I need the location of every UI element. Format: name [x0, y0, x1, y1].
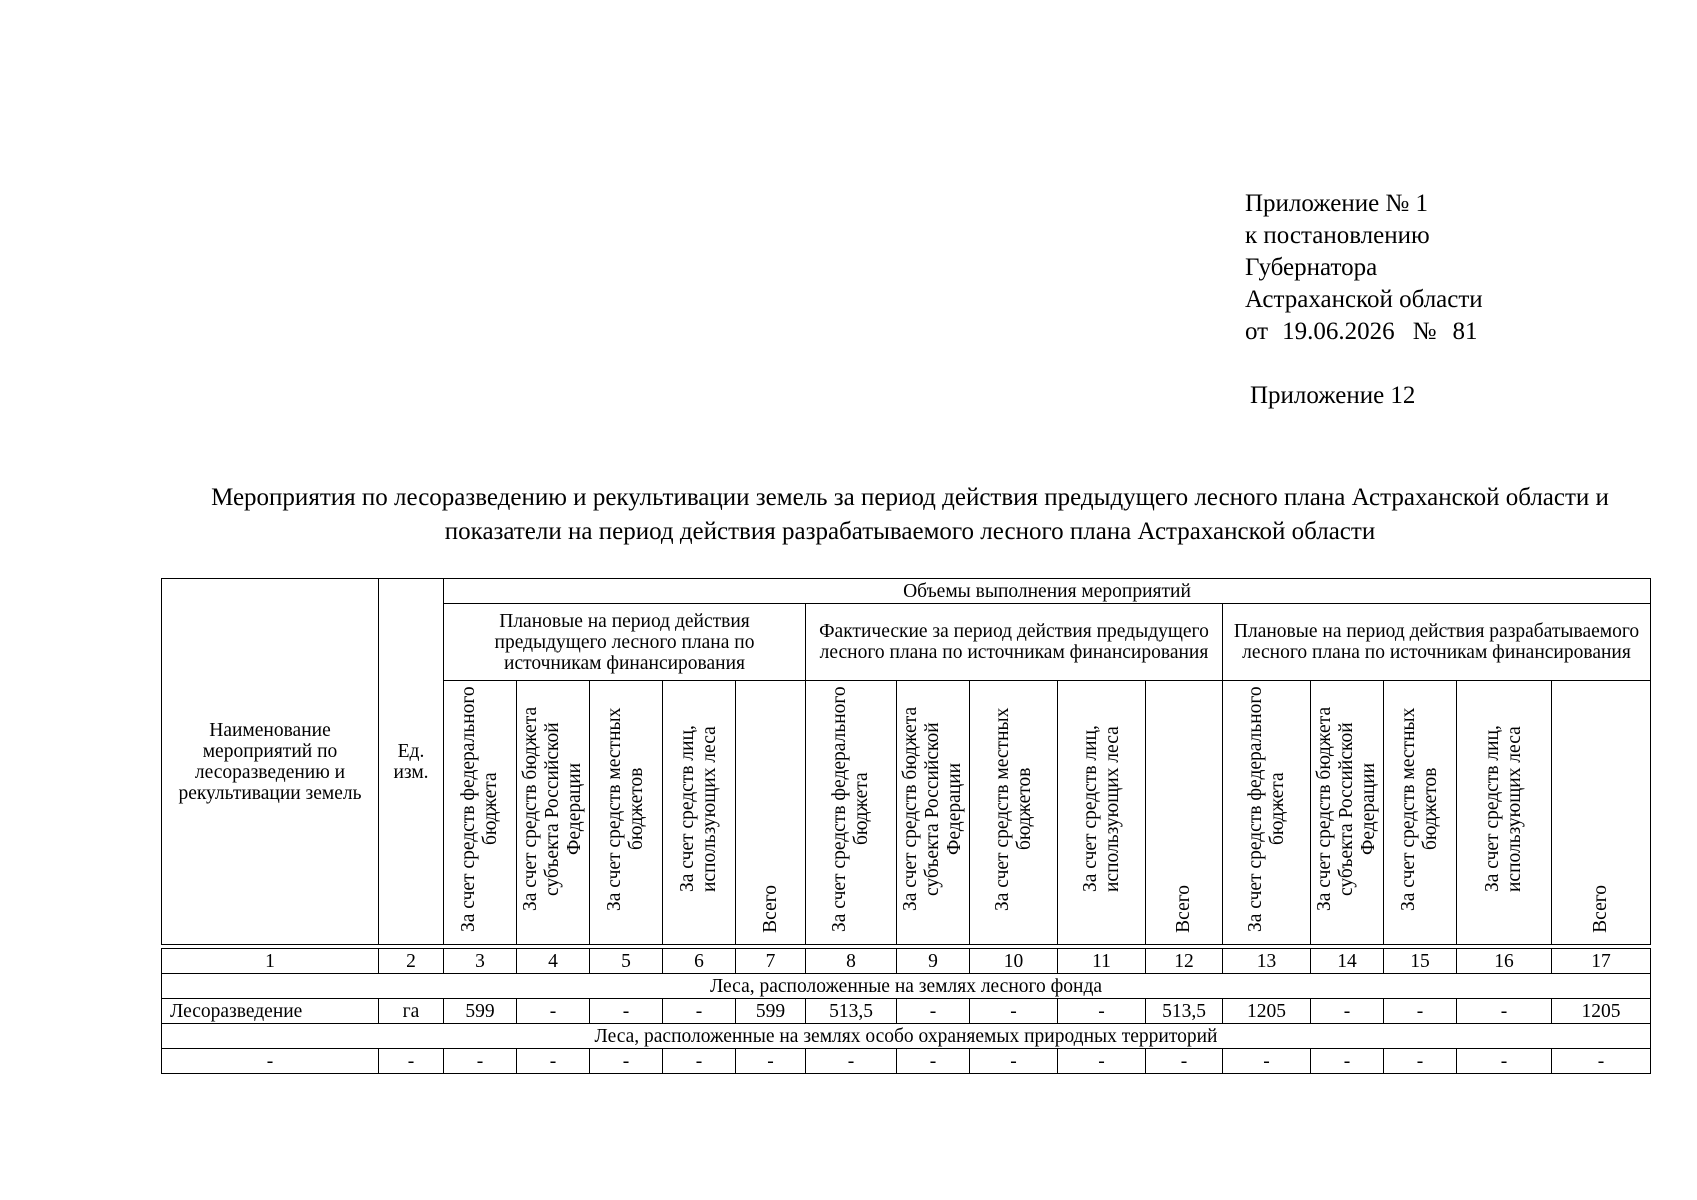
column-number: 14	[1311, 949, 1384, 974]
header-subject-budget: За счет средств бюджета субъекта Российской Федерации	[1311, 681, 1384, 945]
table-cell: га	[379, 999, 444, 1024]
table-cell: -	[1223, 1049, 1311, 1074]
header-total: Всего	[736, 681, 806, 945]
appendix-12-label: Приложение 12	[1250, 382, 1416, 409]
measures-table	[161, 578, 1651, 1074]
header-federal-budget: За счет средств федерального бюджета	[806, 681, 897, 945]
table-cell: -	[897, 999, 970, 1024]
column-number: 8	[806, 949, 897, 974]
table-cell: -	[806, 1049, 897, 1074]
table-cell: -	[1384, 999, 1457, 1024]
table-cell: -	[517, 1049, 590, 1074]
header-group-planned-previous: Плановые на период действия предыдущего лесного плана по источникам финансирования	[444, 604, 806, 681]
column-number: 12	[1146, 949, 1223, 974]
table-cell: -	[1146, 1049, 1223, 1074]
table-cell: -	[663, 999, 736, 1024]
header-local-budget: За счет средств местных бюджетов	[590, 681, 663, 945]
table-cell: 1205	[1552, 999, 1651, 1024]
table-cell: -	[1457, 999, 1552, 1024]
table-cell: -	[590, 1049, 663, 1074]
header-local-budget: За счет средств местных бюджетов	[1384, 681, 1457, 945]
section-forest-fund: Леса, расположенные на землях лесного фонда	[162, 974, 1651, 999]
table-row	[162, 999, 1651, 1024]
column-number: 16	[1457, 949, 1552, 974]
table-cell: -	[1058, 1049, 1146, 1074]
table-cell: 599	[736, 999, 806, 1024]
table-cell: 513,5	[806, 999, 897, 1024]
column-number: 15	[1384, 949, 1457, 974]
column-number: 9	[897, 949, 970, 974]
table-cell: -	[1058, 999, 1146, 1024]
column-number: 6	[663, 949, 736, 974]
section-protected-areas-row	[162, 1024, 1651, 1049]
table-cell: 599	[444, 999, 517, 1024]
header-unit: Ед. изм.	[379, 579, 444, 945]
appendix-block	[1245, 188, 1483, 348]
table-cell: 513,5	[1146, 999, 1223, 1024]
section-forest-fund-row	[162, 974, 1651, 999]
header-group-planned-new: Плановые на период действия разрабатываемого лесного плана по источникам финансирования	[1223, 604, 1651, 681]
appendix-line: к постановлению	[1245, 222, 1430, 249]
header-volumes: Объемы выполнения мероприятий	[444, 579, 1651, 604]
table-cell: -	[970, 1049, 1058, 1074]
column-number: 11	[1058, 949, 1146, 974]
header-activity-name: Наименование мероприятий по лесоразведению и рекультивации земель	[162, 579, 379, 945]
header-row-volumes	[162, 579, 1651, 604]
table-cell: Лесоразведение	[162, 999, 379, 1024]
header-subject-budget: За счет средств бюджета субъекта Российской Федерации	[517, 681, 590, 945]
table-cell: -	[897, 1049, 970, 1074]
table-cell: -	[517, 999, 590, 1024]
table-cell: -	[1384, 1049, 1457, 1074]
document-title: Мероприятия по лесоразведению и рекультивации земель за период действия предыдущего лесного плана Астраханской области и показатели на период действия разрабатываемого лесного плана Астраханской области	[211, 484, 1609, 545]
from-label: от	[1245, 318, 1269, 345]
measures-table-container	[161, 578, 1651, 1074]
column-number: 2	[379, 949, 444, 974]
resolution-number: 81	[1452, 318, 1478, 345]
column-number: 17	[1552, 949, 1651, 974]
table-cell: -	[663, 1049, 736, 1074]
section-protected-areas: Леса, расположенные на землях особо охраняемых природных территорий	[162, 1024, 1651, 1049]
column-number: 3	[444, 949, 517, 974]
header-forest-users: За счет средств лиц, использующих леса	[1457, 681, 1552, 945]
appendix-line: Губернатора	[1245, 254, 1378, 281]
appendix-line: Приложение № 1	[1245, 190, 1429, 217]
header-group-actual-previous: Фактические за период действия предыдущего лесного плана по источникам финансирования	[806, 604, 1223, 681]
header-local-budget: За счет средств местных бюджетов	[970, 681, 1058, 945]
appendix-signature-line	[1245, 316, 1483, 348]
column-number: 5	[590, 949, 663, 974]
column-number: 13	[1223, 949, 1311, 974]
header-federal-budget: За счет средств федерального бюджета	[444, 681, 517, 945]
table-cell: -	[1311, 999, 1384, 1024]
header-federal-budget: За счет средств федерального бюджета	[1223, 681, 1311, 945]
column-numbers-row	[162, 949, 1651, 974]
table-cell: -	[590, 999, 663, 1024]
table-cell: -	[379, 1049, 444, 1074]
header-subject-budget: За счет средств бюджета субъекта Российской Федерации	[897, 681, 970, 945]
number-label: №	[1412, 318, 1437, 345]
table-cell: -	[1457, 1049, 1552, 1074]
table-cell: 1205	[1223, 999, 1311, 1024]
table-cell: -	[1311, 1049, 1384, 1074]
column-number: 4	[517, 949, 590, 974]
table-cell: -	[736, 1049, 806, 1074]
header-forest-users: За счет средств лиц, использующих леса	[1058, 681, 1146, 945]
column-number: 1	[162, 949, 379, 974]
table-cell: -	[444, 1049, 517, 1074]
appendix-line: Астраханской области	[1245, 286, 1483, 313]
resolution-date: 19.06.2026	[1282, 318, 1395, 345]
column-number: 7	[736, 949, 806, 974]
table-cell: -	[162, 1049, 379, 1074]
header-total: Всего	[1146, 681, 1223, 945]
table-cell: -	[970, 999, 1058, 1024]
header-total: Всего	[1552, 681, 1651, 945]
table-row	[162, 1049, 1651, 1074]
table-cell: -	[1552, 1049, 1651, 1074]
header-forest-users: За счет средств лиц, использующих леса	[663, 681, 736, 945]
column-number: 10	[970, 949, 1058, 974]
